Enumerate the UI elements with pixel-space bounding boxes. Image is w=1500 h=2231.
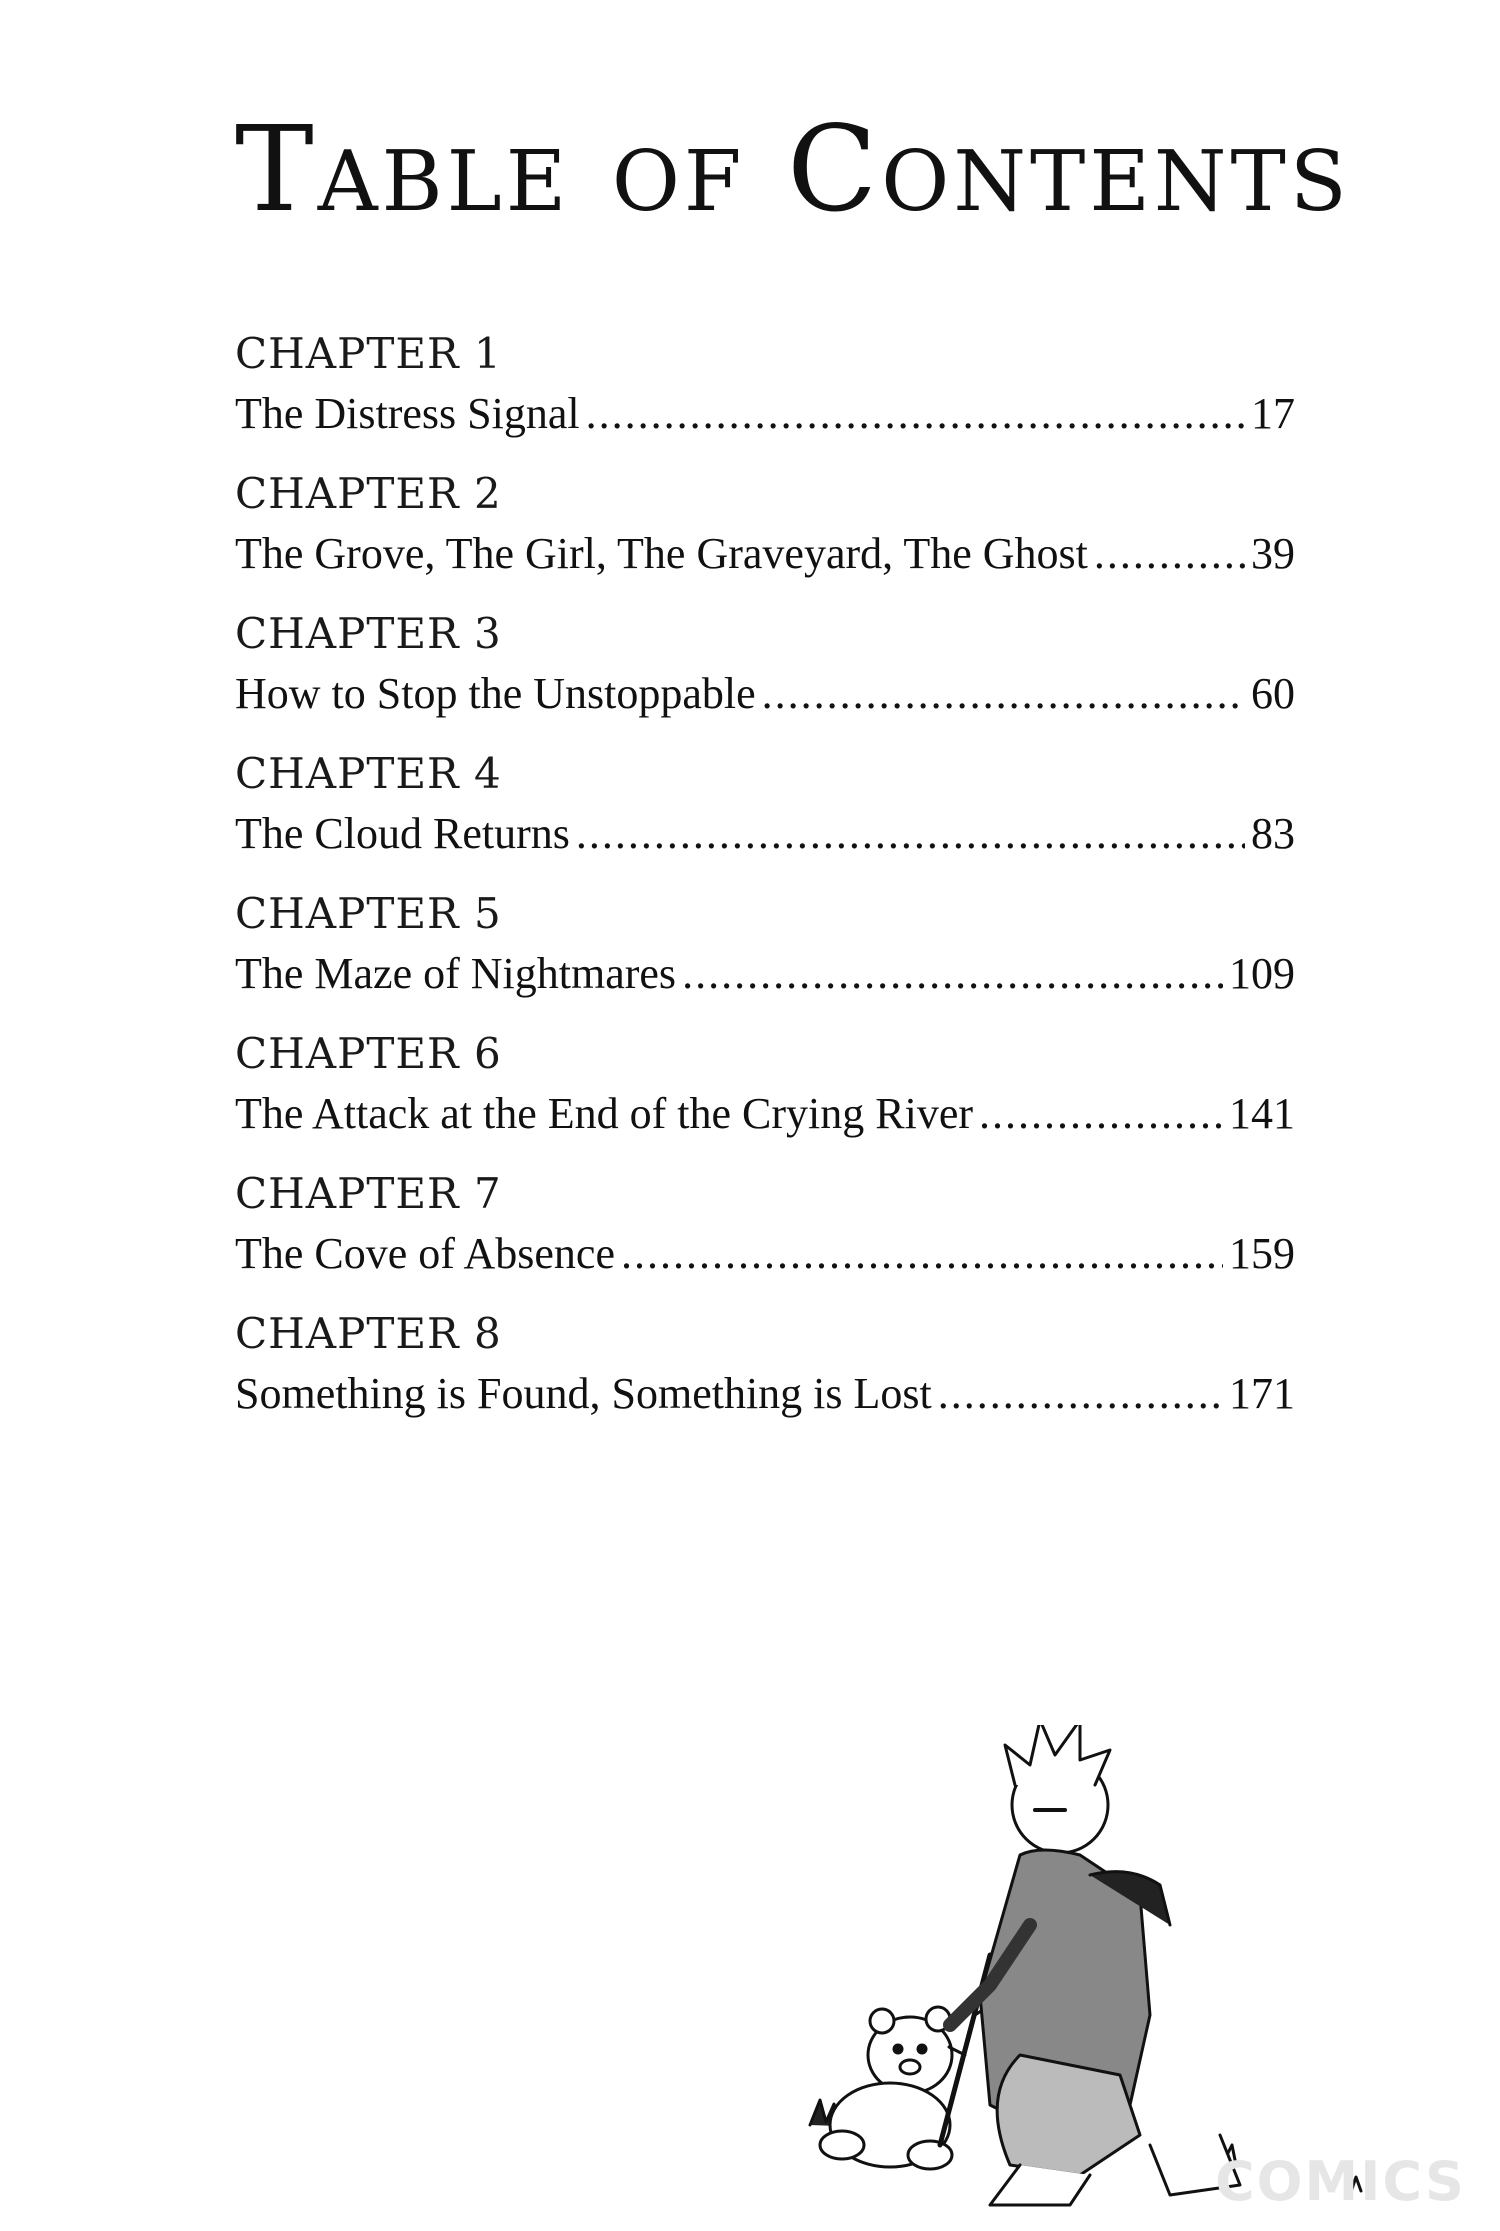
toc-entry xyxy=(235,1305,1295,1445)
toc-entry xyxy=(235,465,1295,605)
dot-leader xyxy=(1094,523,1245,585)
chapter-label: CHAPTER 8 xyxy=(235,1309,502,1358)
page-number: 17 xyxy=(1251,389,1295,438)
dot-leader xyxy=(762,663,1245,725)
toc-entry xyxy=(235,1025,1295,1165)
chapter-title: The Distress Signal xyxy=(235,389,580,438)
dot-leader xyxy=(938,1363,1223,1425)
table-of-contents xyxy=(235,325,1295,1445)
chapter-title: The Maze of Nightmares xyxy=(235,949,677,998)
chapter-label: CHAPTER 5 xyxy=(235,889,502,938)
toc-entry xyxy=(235,885,1295,1025)
chapter-title: The Cloud Returns xyxy=(235,809,570,858)
chapter-title: Something is Found, Something is Lost xyxy=(235,1369,932,1418)
chapter-line xyxy=(235,663,1295,725)
chapter-line xyxy=(235,1223,1295,1285)
page-number: 171 xyxy=(1229,1369,1295,1418)
dot-leader xyxy=(621,1223,1223,1285)
dot-leader xyxy=(576,803,1245,865)
chapter-label: CHAPTER 2 xyxy=(235,469,502,518)
page-number: 39 xyxy=(1251,529,1295,578)
chapter-line xyxy=(235,383,1295,445)
page-number: 141 xyxy=(1229,1089,1295,1138)
chapter-line xyxy=(235,1083,1295,1145)
toc-entry xyxy=(235,1165,1295,1305)
chapter-label: CHAPTER 3 xyxy=(235,609,502,658)
chapter-label: CHAPTER 4 xyxy=(235,749,502,798)
dot-leader xyxy=(979,1083,1223,1145)
toc-entry xyxy=(235,745,1295,885)
chapter-line xyxy=(235,523,1295,585)
page-number: 159 xyxy=(1229,1229,1295,1278)
chapter-line xyxy=(235,943,1295,1005)
chapter-line xyxy=(235,1363,1295,1425)
toc-entry xyxy=(235,325,1295,465)
chapter-title: How to Stop the Unstoppable xyxy=(235,669,756,718)
chapter-label: CHAPTER 6 xyxy=(235,1029,502,1078)
dot-leader xyxy=(682,943,1223,1005)
page-number: 83 xyxy=(1251,809,1295,858)
watermark-logo: COMICS xyxy=(1215,2150,1466,2213)
page-number: 60 xyxy=(1251,669,1295,718)
page-title: Table of Contents xyxy=(235,100,1351,238)
toc-entry xyxy=(235,605,1295,745)
chapter-title: The Cove of Absence xyxy=(235,1229,615,1278)
chapter-title: The Attack at the End of the Crying River xyxy=(235,1089,974,1138)
chapter-label: CHAPTER 7 xyxy=(235,1169,502,1218)
chapter-title: The Grove, The Girl, The Graveyard, The Ghost xyxy=(235,529,1088,578)
dot-leader xyxy=(586,383,1245,445)
page-number: 109 xyxy=(1229,949,1295,998)
chapter-line xyxy=(235,803,1295,865)
chapter-label: CHAPTER 1 xyxy=(235,329,502,378)
